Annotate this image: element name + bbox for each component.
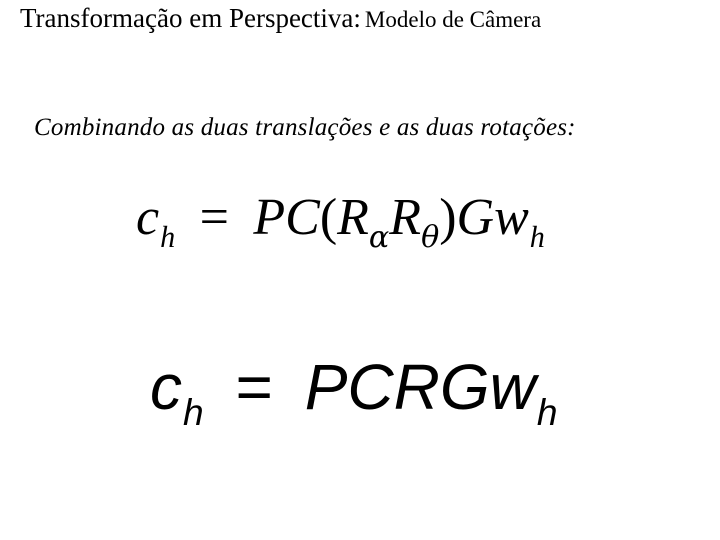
- formula2-lhs: c: [150, 351, 182, 423]
- formula1-r-theta: R: [389, 189, 422, 246]
- formula1-alpha-subscript: α: [368, 219, 390, 255]
- formula2-rhs: PCRGw: [304, 351, 536, 423]
- formula1-h-subscript: h: [529, 219, 545, 254]
- slide-title-main: Transformação em Perspectiva:: [20, 3, 361, 33]
- formula1-r-alpha: R: [337, 189, 369, 246]
- formula1-open-paren: (: [319, 189, 338, 246]
- formula2-equals: =: [235, 351, 273, 423]
- formula-compact: [150, 351, 558, 433]
- formula1-lhs: c: [136, 189, 160, 246]
- formula2-rhs-subscript: h: [536, 390, 558, 433]
- slide-subtitle: Combinando as duas translações e as duas rotações:: [34, 114, 576, 141]
- formula1-pc: PC: [253, 189, 320, 246]
- slide-title-sub: Modelo de Câmera: [364, 7, 542, 32]
- formula1-theta-subscript: θ: [421, 219, 440, 255]
- formula1-equals: =: [199, 189, 229, 246]
- formula1-lhs-subscript: h: [160, 219, 176, 254]
- formula1-close-paren: ): [439, 189, 457, 246]
- slide-title: [20, 4, 541, 34]
- formula-expanded: [136, 189, 545, 255]
- formula2-lhs-subscript: h: [183, 390, 204, 433]
- formula1-gw: Gw: [456, 189, 529, 246]
